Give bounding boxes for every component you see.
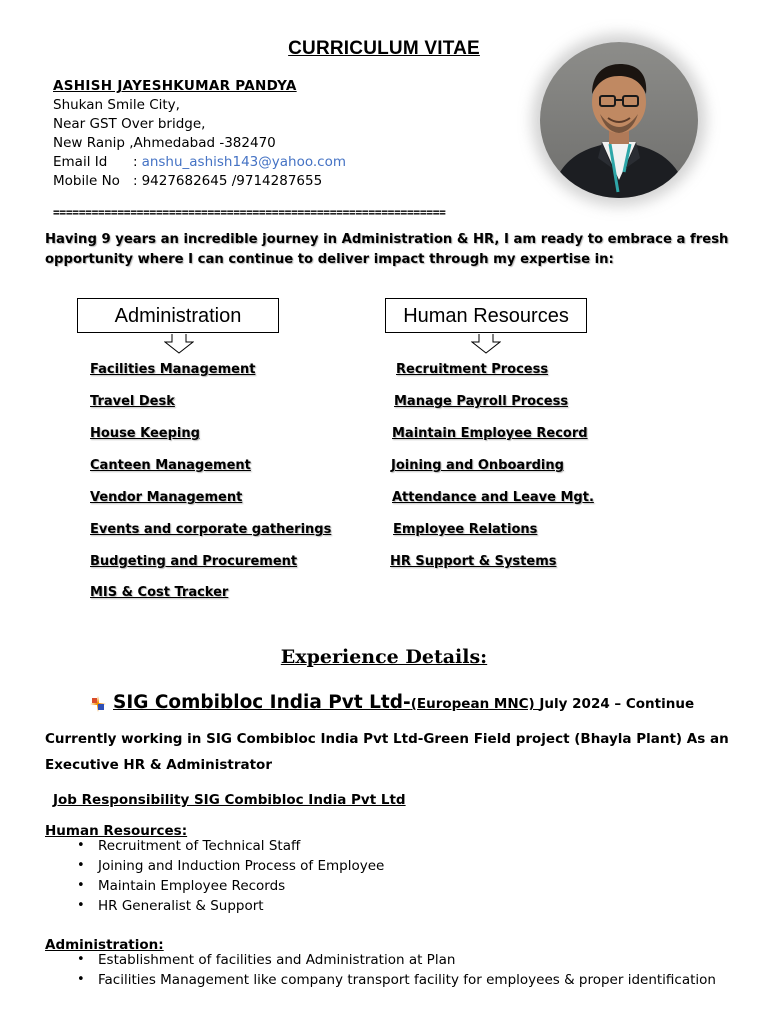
admin-skill-item: Facilities Management: [90, 362, 256, 377]
candidate-name: ASHISH JAYESHKUMAR PANDYA: [53, 78, 297, 94]
email-colon: :: [133, 154, 138, 170]
diamond-bullet-icon: [89, 695, 107, 713]
company-name: SIG Combibloc India Pvt Ltd-: [113, 692, 411, 713]
current-role-text: Currently working in SIG Combibloc India Pvt Ltd-Green Field project (Bhayla Plant) As an Executive HR & Administrator: [45, 731, 729, 773]
profile-photo: [540, 42, 698, 198]
experience-heading: Experience Details:: [280, 646, 488, 668]
employment-period: July 2024 – Continue: [539, 696, 695, 712]
human-resources-box: Human Resources: [385, 298, 587, 333]
hr-skill-item: Manage Payroll Process: [394, 394, 569, 409]
separator-line: =============================================================: [53, 206, 446, 219]
list-item: • Establishment of facilities and Administration at Plan: [45, 950, 716, 970]
admin-skill-item: Events and corporate gatherings: [90, 522, 332, 537]
mobile-row: [53, 172, 346, 191]
mobile-number: 9427682645 /9714287655: [141, 173, 323, 189]
administration-arrow-icon: [164, 333, 194, 355]
list-item: • Joining and Induction Process of Employee: [45, 856, 384, 876]
hr-section-heading: Human Resources:: [45, 823, 188, 839]
mobile-label: Mobile No: [53, 173, 120, 189]
list-item: • Facilities Management like company transport facility for employees & proper identification: [45, 970, 716, 990]
hr-responsibility-list: [45, 836, 384, 916]
admin-skill-item: Vendor Management: [90, 490, 243, 505]
hr-skill-item: Employee Relations: [393, 522, 538, 537]
document-title: CURRICULUM VITAE: [288, 38, 480, 59]
admin-skill-item: Canteen Management: [90, 458, 251, 473]
email-label: Email Id: [53, 154, 108, 170]
list-item: • Recruitment of Technical Staff: [45, 836, 384, 856]
hr-skill-item: Joining and Onboarding: [391, 458, 564, 473]
email-row: [53, 153, 346, 172]
hr-skill-item: Maintain Employee Record: [392, 426, 588, 441]
admin-section-heading: Administration:: [45, 937, 164, 953]
admin-skill-item: MIS & Cost Tracker: [90, 585, 229, 600]
admin-skill-item: Budgeting and Procurement: [90, 554, 298, 569]
job-responsibility-title: Job Responsibility SIG Combibloc India Pvt Ltd: [53, 792, 406, 808]
hr-skill-item: Attendance and Leave Mgt.: [392, 490, 594, 505]
address-line-3: New Ranip ,Ahmedabad -382470: [53, 135, 276, 151]
admin-skill-item: Travel Desk: [90, 394, 175, 409]
list-item: • HR Generalist & Support: [45, 896, 384, 916]
address-line-2: Near GST Over bridge,: [53, 116, 206, 132]
hr-skill-item: HR Support & Systems: [390, 554, 557, 569]
contact-block: [53, 77, 346, 191]
human-resources-arrow-icon: [471, 333, 501, 355]
mobile-colon: :: [133, 173, 138, 189]
company-line: [113, 692, 694, 713]
administration-box: Administration: [77, 298, 279, 333]
address-line-1: Shukan Smile City,: [53, 97, 180, 113]
hr-responsibilities: [45, 823, 384, 916]
admin-responsibility-list: [45, 950, 716, 990]
admin-skill-item: House Keeping: [90, 426, 200, 441]
email-link[interactable]: anshu_ashish143@yahoo.com: [141, 154, 346, 170]
profile-photo-illustration: [540, 42, 698, 198]
intro-paragraph: Having 9 years an incredible journey in Administration & HR, I am ready to embrace a fresh opportunity where I can continue to deliver impact through my expertise in:: [45, 232, 729, 267]
list-item: • Maintain Employee Records: [45, 876, 384, 896]
company-note: (European MNC): [410, 696, 540, 712]
admin-responsibilities: [45, 937, 716, 990]
hr-skill-item: Recruitment Process: [396, 362, 549, 377]
